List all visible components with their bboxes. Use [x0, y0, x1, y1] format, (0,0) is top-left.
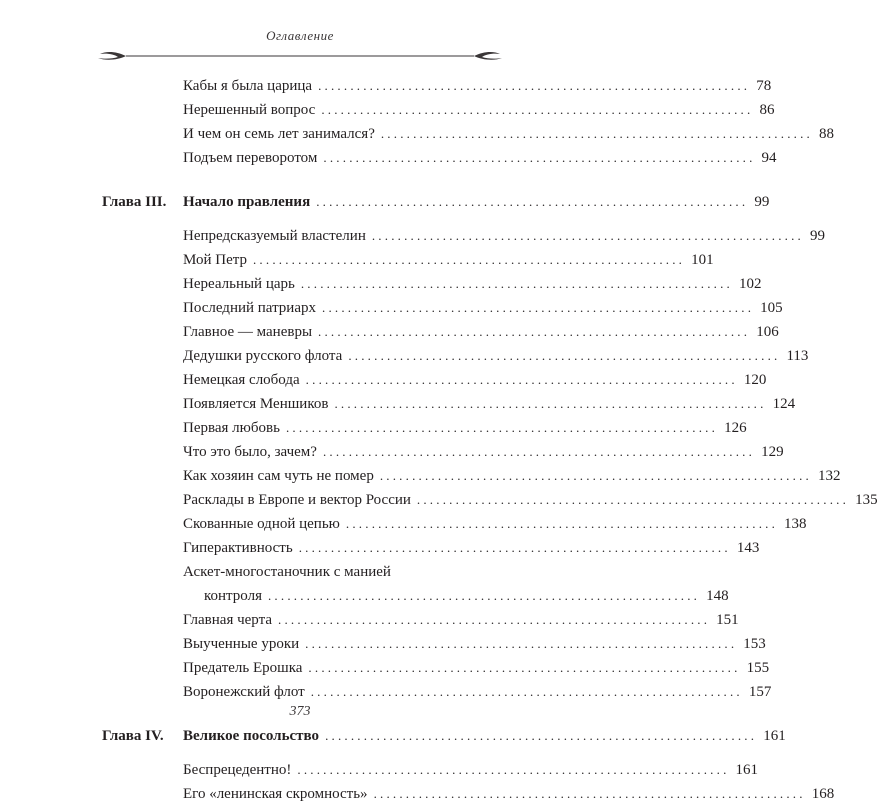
toc-entry: Кабы я была царица ................................................................... 78: [0, 74, 600, 98]
entry-page: 88: [819, 126, 835, 142]
toc-entry: Нереальный царь ................................................................... 102: [0, 272, 600, 296]
toc-entry: Как хозяин сам чуть не помер ................................................................... 132: [0, 464, 600, 488]
entry-page: 124: [772, 396, 796, 412]
entry-title: Его «ленинская скромность»: [183, 786, 368, 802]
entry-page: 151: [716, 612, 739, 628]
toc-entry: Появляется Меншиков ................................................................... 124: [0, 392, 600, 416]
entry-page: 94: [761, 150, 777, 166]
chapter-title: Начало правления: [183, 194, 311, 210]
entry-title: Подъем переворотом: [183, 150, 318, 166]
table-of-contents: [0, 74, 878, 806]
chapter-heading: Глава III. Начало правления ................................................................... 99: [0, 190, 600, 214]
entry-page: 129: [761, 444, 784, 460]
chapter-page: 161: [763, 728, 786, 744]
entry-page: 113: [786, 348, 809, 364]
entry-title: Аскет-многостаночник с манией: [183, 564, 391, 580]
entry-page: 106: [756, 324, 779, 340]
entry-title: Главное — маневры: [183, 324, 313, 340]
toc-entry: Его «ленинская скромность» ................................................................... 168: [0, 782, 600, 806]
entry-title: И чем он семь лет занимался?: [183, 126, 375, 142]
entry-title: Как хозяин сам чуть не помер: [183, 468, 374, 484]
entry-page: 138: [784, 516, 807, 532]
chapter-heading: Глава IV. Великое посольство ................................................................... 161: [0, 724, 600, 748]
toc-entry: Главная черта ................................................................... 151: [0, 608, 600, 632]
entry-title: Что это было, зачем?: [183, 444, 317, 460]
entry-page: 153: [743, 636, 766, 652]
entry-title: Беспрецедентно!: [183, 762, 292, 778]
entry-title: Нерешенный вопрос: [183, 102, 316, 118]
toc-entry: Скованные одной цепью ................................................................... 138: [0, 512, 600, 536]
entry-page: 99: [810, 228, 825, 244]
toc-entry: И чем он семь лет занимался? ................................................................... 88: [0, 122, 600, 146]
entry-title: Немецкая слобода: [183, 372, 300, 388]
toc-entry: Нерешенный вопрос ................................................................... 86: [0, 98, 600, 122]
chapter-label: Глава III.: [102, 194, 167, 210]
toc-entry: Выученные уроки ................................................................... 153: [0, 632, 600, 656]
toc-entry: Немецкая слобода ................................................................... 120: [0, 368, 600, 392]
entry-page: 155: [746, 660, 770, 676]
toc-entry: Гиперактивность ................................................................... 143: [0, 536, 600, 560]
toc-entry: Первая любовь ................................................................... 126: [0, 416, 600, 440]
chapter-title: Великое посольство: [183, 728, 320, 744]
toc-entry: Дедушки русского флота ................................................................... 113: [0, 344, 600, 368]
entry-title: Скованные одной цепью: [183, 516, 340, 532]
chapter-page: 99: [754, 194, 770, 210]
entry-title-continuation: контроля: [204, 588, 262, 604]
entry-page: 78: [756, 78, 772, 94]
entry-title: Первая любовь: [183, 420, 280, 436]
entry-title: Кабы я была царица: [183, 78, 313, 94]
toc-entry: Что это было, зачем? ................................................................... 129: [0, 440, 600, 464]
entry-title: Расклады в Европе и вектор России: [183, 492, 411, 508]
entry-page: 86: [759, 102, 775, 118]
entry-page: 126: [724, 420, 747, 436]
toc-entry: Расклады в Европе и вектор России ................................................................... 135: [0, 488, 600, 512]
toc-entry: Предатель Ерошка ................................................................... 155: [0, 656, 600, 680]
page-number: 373: [289, 704, 311, 719]
toc-entry-wrapped-line2: контроля ................................................................... 148: [0, 584, 600, 608]
entry-page: 157: [748, 684, 772, 700]
toc-entry: Непредсказуемый властелин ................................................................... 99: [0, 224, 600, 248]
entry-title: Воронежский флот: [183, 684, 305, 700]
entry-title: Нереальный царь: [183, 276, 295, 292]
entry-page: 135: [855, 492, 878, 508]
entry-title: Появляется Меншиков: [183, 396, 329, 412]
chapter-label: Глава IV.: [102, 728, 164, 744]
entry-title: Непредсказуемый властелин: [183, 228, 366, 244]
toc-entry: Главное — маневры ................................................................... 106: [0, 320, 600, 344]
entry-page: 161: [735, 762, 759, 778]
entry-title: Выученные уроки: [183, 636, 300, 652]
entry-title: Гиперактивность: [183, 540, 293, 556]
running-header: Оглавление: [266, 28, 334, 43]
entry-title: Мой Петр: [183, 252, 247, 268]
toc-entry: Беспрецедентно! ................................................................... 161: [0, 758, 600, 782]
ornamental-rule: [96, 49, 504, 63]
entry-title: Главная черта: [183, 612, 273, 628]
toc-entry: Воронежский флот ................................................................... 157: [0, 680, 600, 704]
toc-entry: Подъем переворотом ................................................................... 94: [0, 146, 600, 170]
entry-title: Предатель Ерошка: [183, 660, 303, 676]
entry-page: 102: [739, 276, 762, 292]
entry-page: 132: [817, 468, 841, 484]
toc-entry: Мой Петр ................................................................... 101: [0, 248, 600, 272]
entry-title: Последний патриарх: [183, 300, 316, 316]
entry-page: 120: [743, 372, 767, 388]
entry-page: 143: [736, 540, 760, 556]
entry-page: 148: [706, 588, 729, 604]
toc-entry-wrapped-line1: [0, 560, 600, 584]
entry-page: 105: [760, 300, 783, 316]
entry-page: 168: [811, 786, 835, 802]
entry-title: Дедушки русского флота: [183, 348, 343, 364]
toc-entry: Последний патриарх ................................................................... 105: [0, 296, 600, 320]
entry-page: 101: [691, 252, 714, 268]
